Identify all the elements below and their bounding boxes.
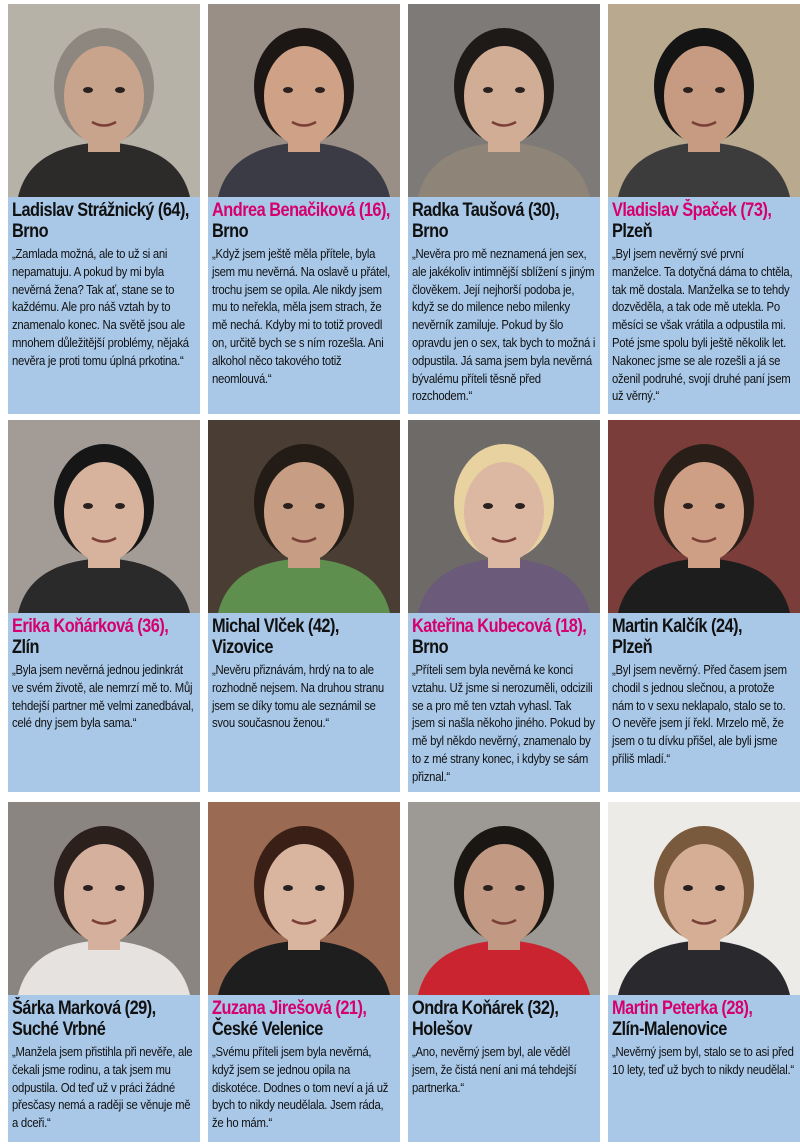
portrait-illustration [608, 802, 800, 995]
portrait-photo [408, 420, 600, 613]
eye-shape [115, 885, 125, 891]
city-text: Brno [212, 221, 249, 242]
face-shape [264, 462, 344, 562]
face-shape [64, 46, 144, 146]
face-shape [64, 462, 144, 562]
portrait-illustration [8, 802, 200, 995]
portrait-illustration [608, 4, 800, 197]
person-card [208, 4, 400, 414]
name-text: Martin Kalčík (24), [612, 616, 743, 637]
eye-shape [115, 503, 125, 509]
portrait-illustration [208, 4, 400, 197]
quote-text: „Svému příteli jsem byla nevěrná, když jsem se jednou opila na diskotéce. Dodnes o tom neví a já už bych to nikdy neudělala. Jsem ráda, že ho mám.“ [212, 1045, 389, 1131]
eye-shape [83, 885, 93, 891]
person-card [608, 802, 800, 1142]
quote-text: „Když jsem ještě měla přítele, byla jsem mu nevěrná. Na oslavě u přátel, trochu jsem se opila. Ale nikdy jsem mu to neřekla, měla jsem strach, že mě nechá. Kdyby mi to totiž provedl on, určitě bych se s ním rozešla. Ani alkohol něco takového totiž neomlouvá.“ [212, 247, 391, 386]
face-shape [664, 462, 744, 562]
person-name [212, 200, 400, 242]
portrait-photo [208, 802, 400, 995]
portrait-photo [208, 420, 400, 613]
eye-shape [483, 885, 493, 891]
eye-shape [315, 87, 325, 93]
eye-shape [315, 885, 325, 891]
city-text: Suché Vrbné [12, 1019, 106, 1040]
person-name [212, 998, 400, 1040]
eye-shape [283, 885, 293, 891]
city-text: Plzeň [612, 637, 653, 658]
face-shape [464, 462, 544, 562]
name-text: Kateřina Kubecová (18), [412, 616, 587, 637]
name-text: Michal Vlček (42), [212, 616, 339, 637]
name-text: Šárka Marková (29), [12, 998, 156, 1019]
portrait-illustration [608, 420, 800, 613]
name-text: Ondra Koňárek (32), [412, 998, 559, 1019]
eye-shape [683, 503, 693, 509]
name-text: Vladislav Špaček (73), [612, 200, 772, 221]
eye-shape [483, 87, 493, 93]
eye-shape [315, 503, 325, 509]
person-card [608, 4, 800, 414]
name-text: Martin Peterka (28), [612, 998, 753, 1019]
quote-text: „Příteli sem byla nevěrná ke konci vztahu. Už jsme si nerozuměli, odcizili se a pro mě ten vztah vyhasl. Tak jsem si našla někoho jiného. Pokud by mě byl někdo nevěrný, znamenalo by to z mé strany konec, i kdyby se sám přiznal.“ [412, 663, 595, 784]
face-shape [64, 844, 144, 944]
name-text: Ladislav Strážnický (64), [12, 200, 189, 221]
portrait-photo [408, 802, 600, 995]
city-text: Brno [412, 637, 449, 658]
portrait-illustration [208, 802, 400, 995]
quote-text: „Byl jsem nevěrný své první manželce. Ta dotyčná dáma to chtěla, tak mě dostala. Manželka se to tehdy dozvěděla, a tak ode mě utekla. Po měsíci se však vrátila a odpustila mi. Poté jsme spolu byli ještě několik let. Nakonec jsme se ale rozešli a já se oženil podruhé, svojí druhé paní jsem už věrný.“ [612, 247, 793, 404]
person-card [8, 802, 200, 1142]
quote-text: „Manžela jsem přistihla při nevěře, ale čekali jsme rodinu, a tak jsem mu odpustila. Od teď už v práci žádné přesčasy nemá a raději se věnuje mě a dceři.“ [12, 1045, 193, 1131]
name-text: Zuzana Jirešová (21), [212, 998, 367, 1019]
eye-shape [483, 503, 493, 509]
person-card [8, 420, 200, 792]
eye-shape [83, 87, 93, 93]
person-name [12, 616, 200, 658]
portrait-photo [208, 4, 400, 197]
person-card [408, 4, 600, 414]
person-name [12, 998, 200, 1040]
eye-shape [715, 885, 725, 891]
quote-text: „Byla jsem nevěrná jednou jedinkrát ve svém životě, ale nemrzí mě to. Můj tehdejší partner mě velmi zanedbával, celé dny jsem byla sama.“ [12, 663, 194, 731]
city-text: Zlín [12, 637, 39, 658]
quote-text: „Nevěru přiznávám, hrdý na to ale rozhodně nejsem. Na druhou stranu jsem se díky tomu ale seznámil se svou současnou ženou.“ [212, 663, 384, 731]
portrait-photo [8, 802, 200, 995]
portrait-photo [8, 420, 200, 613]
person-name [612, 200, 800, 242]
portrait-photo [608, 420, 800, 613]
eye-shape [715, 503, 725, 509]
person-name [412, 200, 600, 242]
city-text: Vizovice [212, 637, 273, 658]
city-text: Holešov [412, 1019, 472, 1040]
city-text: Brno [412, 221, 449, 242]
portrait-photo [608, 802, 800, 995]
person-card [8, 4, 200, 414]
eye-shape [515, 87, 525, 93]
quote-text: „Ano, nevěrný jsem byl, ale věděl jsem, že čistá není ani má tehdejší partnerka.“ [412, 1045, 577, 1095]
quote-text: „Byl jsem nevěrný. Před časem jsem chodil s jednou slečnou, a protože nám to v sexu neklapalo, stalo se to. O nevěře jsem jí řekl. Mrzelo mě, že jsem o tu dívku přišel, ale byli jsme příliš mladí.“ [612, 663, 787, 766]
person-card [608, 420, 800, 792]
city-text: Zlín-Malenovice [612, 1019, 727, 1040]
face-shape [264, 46, 344, 146]
face-shape [664, 844, 744, 944]
eye-shape [683, 885, 693, 891]
face-shape [664, 46, 744, 146]
person-card [208, 420, 400, 792]
portrait-illustration [408, 420, 600, 613]
face-shape [464, 46, 544, 146]
person-name [412, 998, 600, 1040]
person-name [612, 616, 800, 658]
person-name [612, 998, 800, 1040]
name-text: Andrea Benačiková (16), [212, 200, 390, 221]
eye-shape [515, 885, 525, 891]
name-text: Radka Taušová (30), [412, 200, 560, 221]
person-card [208, 802, 400, 1142]
quote-text: „Nevěra pro mě neznamená jen sex, ale jakékoliv intimnější sblížení s jiným člověkem. Její nejhorší podoba je, když se do milence nebo milenky nevěrník zamiluje. Pokud by šlo opravdu jen o sex, tak bych to možná i odpustila. Já sama jsem byla nevěrná bývalému příteli těsně před rozchodem.“ [412, 247, 596, 404]
person-name [212, 616, 400, 658]
eye-shape [283, 87, 293, 93]
city-text: Brno [12, 221, 49, 242]
name-text: Erika Koňárková (36), [12, 616, 169, 637]
eye-shape [715, 87, 725, 93]
portrait-illustration [408, 802, 600, 995]
portrait-illustration [208, 420, 400, 613]
portrait-photo [408, 4, 600, 197]
portrait-photo [608, 4, 800, 197]
eye-shape [115, 87, 125, 93]
person-name [412, 616, 600, 658]
person-card [408, 420, 600, 792]
city-text: České Velenice [212, 1019, 323, 1040]
face-shape [464, 844, 544, 944]
eye-shape [515, 503, 525, 509]
portrait-illustration [408, 4, 600, 197]
person-card [408, 802, 600, 1142]
face-shape [264, 844, 344, 944]
city-text: Plzeň [612, 221, 653, 242]
portrait-illustration [8, 420, 200, 613]
quote-text: „Nevěrný jsem byl, stalo se to asi před 10 lety, teď už bych to nikdy neudělal.“ [612, 1045, 794, 1077]
quote-text: „Zamlada možná, ale to už si ani nepamatuju. A pokud by mi byla nevěrná žena? Tak ať, stane se to každému. Ale pro náš vztah by to znamenalo konec. Na světě jsou ale mnohem důležitější problémy, nějaká nevěra je proti tomu úplná prkotina.“ [12, 247, 189, 368]
eye-shape [83, 503, 93, 509]
eye-shape [683, 87, 693, 93]
person-name [12, 200, 200, 242]
portrait-photo [8, 4, 200, 197]
portrait-illustration [8, 4, 200, 197]
eye-shape [283, 503, 293, 509]
